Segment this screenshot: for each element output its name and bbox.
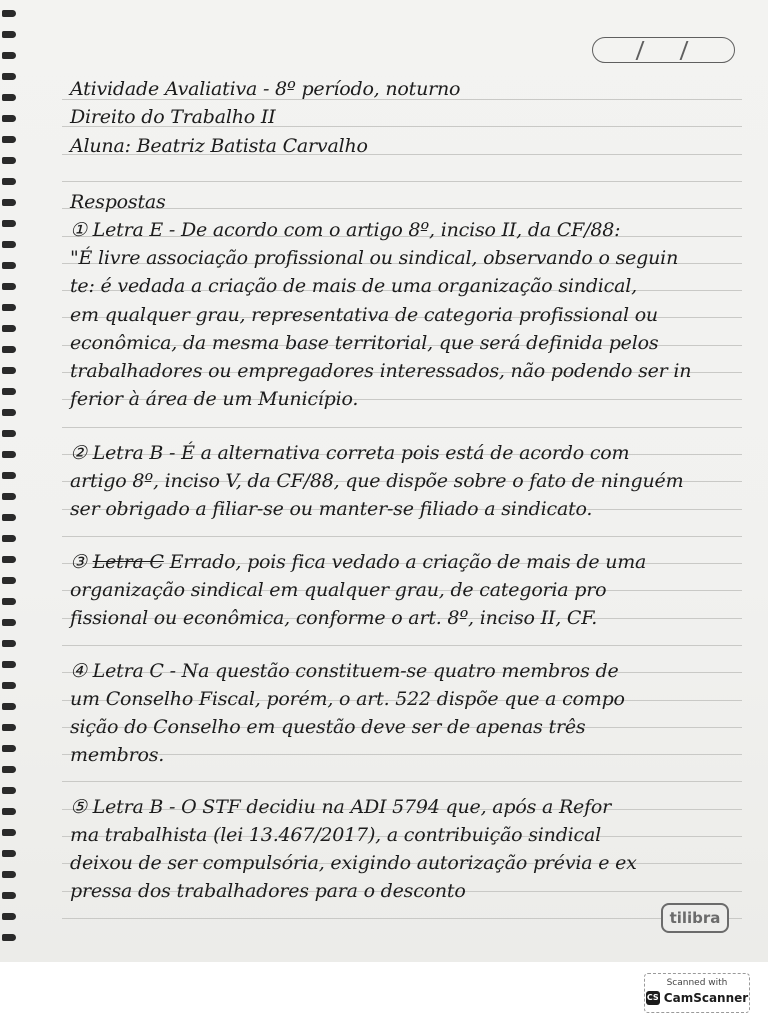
spiral-hole	[2, 766, 16, 773]
ruled-line	[62, 427, 742, 428]
spiral-hole	[2, 430, 16, 437]
notebook-brand-logo: tilibra	[661, 903, 729, 933]
spiral-hole	[2, 451, 16, 458]
answer-5-line: ma trabalhista (lei 13.467/2017), a contribuição sindical	[70, 824, 601, 846]
spiral-hole	[2, 682, 16, 689]
spiral-hole	[2, 535, 16, 542]
answer-5-line: deixou de ser compulsória, exigindo autorização prévia e ex	[70, 852, 637, 874]
spiral-hole	[2, 829, 16, 836]
answer-5-line: pressa dos trabalhadores para o desconto	[70, 880, 466, 902]
spiral-hole	[2, 388, 16, 395]
ruled-line	[62, 781, 742, 782]
spiral-hole	[2, 31, 16, 38]
spiral-hole	[2, 220, 16, 227]
answer-2-line: ser obrigado a filiar-se ou manter-se filiado a sindicato.	[70, 498, 593, 520]
spiral-hole	[2, 136, 16, 143]
answer-4-line: sição do Conselho em questão deve ser de apenas três	[70, 716, 586, 738]
spiral-hole	[2, 640, 16, 647]
spiral-binding	[0, 0, 22, 962]
scanned-with-label: Scanned with	[666, 978, 728, 988]
answer-3-line: organização sindical em qualquer grau, de categoria pro	[70, 579, 607, 601]
spiral-hole	[2, 745, 16, 752]
answer-4-line: um Conselho Fiscal, porém, o art. 522 dispõe que a compo	[70, 688, 625, 710]
spiral-hole	[2, 94, 16, 101]
spiral-hole	[2, 472, 16, 479]
answer-3-struck-text: Letra C	[92, 551, 164, 573]
answer-1-line: ① Letra E - De acordo com o artigo 8º, inciso II, da CF/88:	[70, 219, 621, 241]
spiral-hole	[2, 808, 16, 815]
spiral-hole	[2, 73, 16, 80]
answer-3-line: fissional ou econômica, conforme o art. 8º, inciso II, CF.	[70, 607, 598, 629]
spiral-hole	[2, 241, 16, 248]
answer-3-number: ③	[70, 551, 87, 573]
spiral-hole	[2, 157, 16, 164]
ruled-line	[62, 181, 742, 182]
answer-3-line: Errado, pois fica vedado a criação de mais de uma	[169, 551, 647, 573]
spiral-hole	[2, 52, 16, 59]
spiral-hole	[2, 283, 16, 290]
spiral-hole	[2, 493, 16, 500]
spiral-hole	[2, 346, 16, 353]
spiral-hole	[2, 724, 16, 731]
header-activity: Atividade Avaliativa - 8º período, noturno	[70, 78, 461, 100]
spiral-hole	[2, 577, 16, 584]
ruled-line	[62, 645, 742, 646]
spiral-hole	[2, 871, 16, 878]
ruled-line	[62, 918, 742, 919]
answer-4-line: ④ Letra C - Na questão constituem-se quatro membros de	[70, 660, 619, 682]
spiral-hole	[2, 661, 16, 668]
answer-1-line: trabalhadores ou empregadores interessados, não podendo ser in	[70, 360, 692, 382]
spiral-hole	[2, 703, 16, 710]
camscanner-icon: CS	[646, 991, 660, 1005]
date-slash	[680, 41, 689, 60]
answer-2-line: artigo 8º, inciso V, da CF/88, que dispõe sobre o fato de ninguém	[70, 470, 684, 492]
spiral-hole	[2, 787, 16, 794]
spiral-hole	[2, 913, 16, 920]
answer-2-line: ② Letra B - É a alternativa correta pois está de acordo com	[70, 442, 630, 464]
camscanner-name: CamScanner	[663, 991, 749, 1005]
spiral-hole	[2, 598, 16, 605]
spiral-hole	[2, 325, 16, 332]
header-student: Aluna: Beatriz Batista Carvalho	[70, 135, 368, 157]
spiral-hole	[2, 262, 16, 269]
answer-5-line: ⑤ Letra B - O STF decidiu na ADI 5794 que, após a Refor	[70, 796, 612, 818]
answer-3-first-line	[70, 549, 750, 575]
date-slash	[636, 41, 645, 60]
spiral-hole	[2, 304, 16, 311]
section-title: Respostas	[70, 191, 166, 213]
camscanner-watermark	[644, 973, 750, 1013]
answer-1-line: em qualquer grau, representativa de categoria profissional ou	[70, 304, 658, 326]
date-field-box	[592, 37, 735, 63]
spiral-hole	[2, 199, 16, 206]
spiral-hole	[2, 10, 16, 17]
ruled-line	[62, 536, 742, 537]
answer-1-line: ferior à área de um Município.	[70, 388, 359, 410]
spiral-hole	[2, 409, 16, 416]
spiral-hole	[2, 514, 16, 521]
spiral-hole	[2, 619, 16, 626]
spiral-hole	[2, 934, 16, 941]
answer-1-line: "É livre associação profissional ou sindical, observando o seguin	[70, 247, 679, 269]
answer-1-line: econômica, da mesma base territorial, que será definida pelos	[70, 332, 659, 354]
spiral-hole	[2, 556, 16, 563]
header-course: Direito do Trabalho II	[70, 106, 276, 128]
spiral-hole	[2, 892, 16, 899]
spiral-hole	[2, 178, 16, 185]
spiral-hole	[2, 367, 16, 374]
answer-4-line: membros.	[70, 744, 165, 766]
spiral-hole	[2, 850, 16, 857]
spiral-hole	[2, 115, 16, 122]
answer-1-line: te: é vedada a criação de mais de uma organização sindical,	[70, 275, 637, 297]
